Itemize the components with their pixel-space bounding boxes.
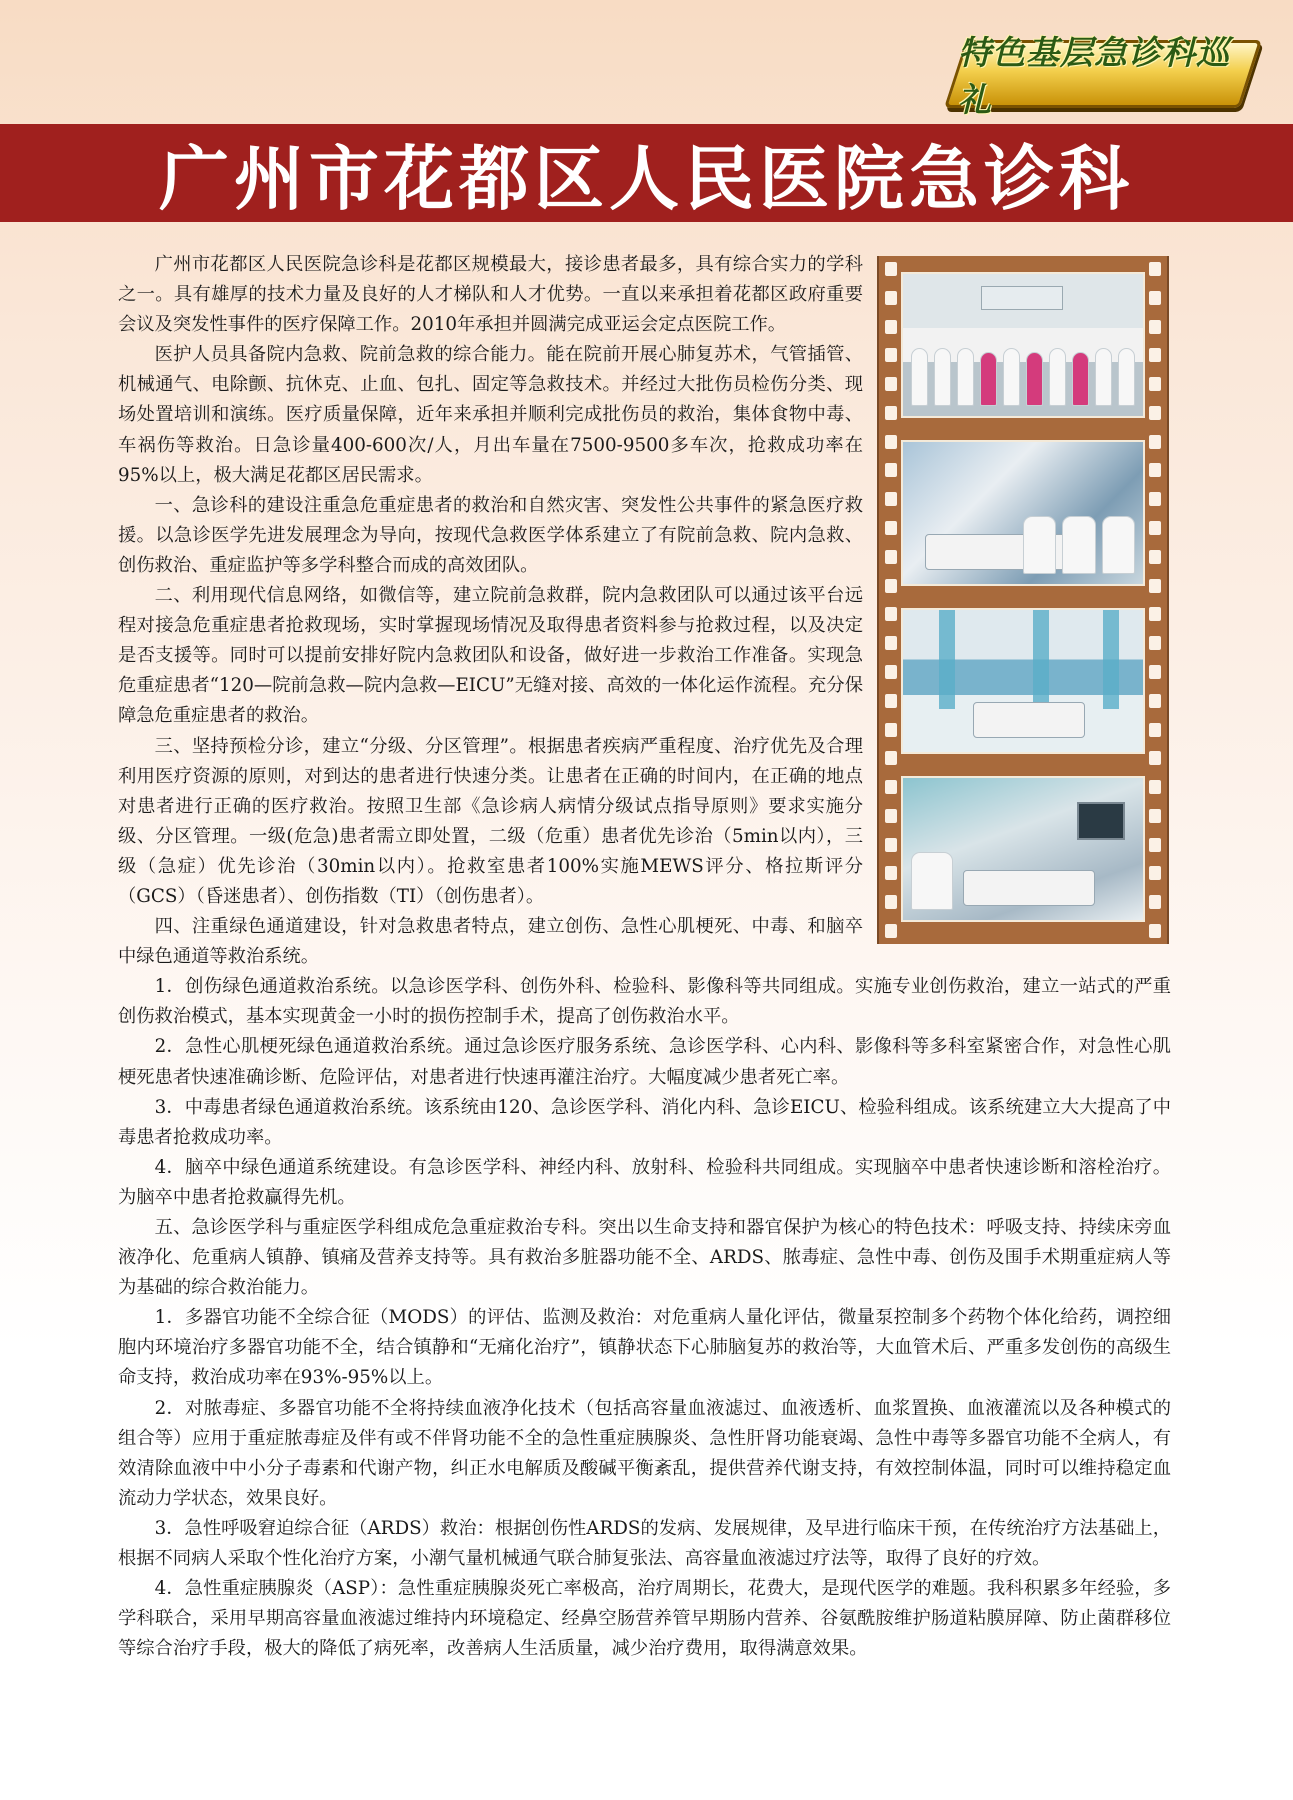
paragraph: 一、急诊科的建设注重急危重症患者的救治和自然灾害、突发性公共事件的紧急医疗救援。以急诊医学先进发展理念为导向，按现代急救医学体系建立了有院前急救、院内急救、创伤救治、重症监护等多学科整合而成的高效团队。 [118,494,863,576]
paragraph: 2．对脓毒症、多器官功能不全将持续血液净化技术（包括高容量血液滤过、血液透析、血浆置换、血液灌流以及各种模式的组合等）应用于重症脓毒症及伴有或不伴肾功能不全的急性重症胰腺炎、急性肝肾功能衰竭、急性中毒等多器官功能不全病人，有效清除血液中中小分子毒素和代谢产物，纠正水电解质及酸碱平衡紊乱，提供营养代谢支持，有效控制体温，同时可以维持稳定血流动力学状态，效果良好。 [118,1397,1171,1509]
paragraph: 三、坚持预检分诊，建立“分级、分区管理”。根据患者疾病严重程度、治疗优先及合理利用医疗资源的原则，对到达的患者进行快速分类。让患者在正确的时间内，在正确的地点对患者进行正确的医疗救治。按照卫生部《急诊病人病情分级试点指导原则》要求实施分级、分区管理。一级(危急)患者需立即处置，二级（危重）患者优先诊治（5min以内），三级（急症）优先诊治（30min以内）。抢救室患者100%实施MEWS评分、格拉斯评分（GCS）（昏迷患者）、创伤指数（TI）（创伤患者）。 [118,735,863,907]
column-badge [944,33,1262,119]
paragraph: 广州市花都区人民医院急诊科是花都区规模最大，接诊患者最多，具有综合实力的学科之一。具有雄厚的技术力量及良好的人才梯队和人才优势。一直以来承担着花都区政府重要会议及突发性事件的医疗保障工作。2010年承担并圆满完成亚运会定点医院工作。 [118,254,863,336]
article-body [118,250,1171,1664]
paragraph: 1．多器官功能不全综合征（MODS）的评估、监测及救治：对危重病人量化评估，微量泵控制多个药物个体化给药，调控细胞内环境治疗多器官功能不全，结合镇静和“无痛化治疗”，镇静状态下心肺脑复苏的救治等，大血管术后、严重多发创伤的高级生命支持，救治成功率在93%-95%以上。 [118,1307,1171,1389]
column-badge-text: 特色基层急诊科巡礼 [958,33,1230,119]
paragraph: 2．急性心肌梗死绿色通道救治系统。通过急诊医疗服务系统、急诊医学科、心内科、影像科等多科室紧密合作，对急性心肌梗死患者快速准确诊断、危险评估，对患者进行快速再灌注治疗。大幅度减少患者死亡率。 [118,1036,1171,1088]
paragraph: 二、利用现代信息网络，如微信等，建立院前急救群，院内急救团队可以通过该平台远程对接急危重症患者抢救现场，实时掌握现场情况及取得患者资料参与抢救过程，以及决定是否支援等。同时可以提前安排好院内急救团队和设备，做好进一步救治工作准备。实现急危重症患者“120—院前急救—院内急救—EICU”无缝对接、高效的一体化运作流程。充分保障急危重症患者的救治。 [118,585,863,727]
paragraph: 医护人员具备院内急救、院前急救的综合能力。能在院前开展心肺复苏术，气管插管、机械通气、电除颤、抗休克、止血、包扎、固定等急救技术。并经过大批伤员检伤分类、现场处置培训和演练。医疗质量保障，近年来承担并顺利完成批伤员的救治，集体食物中毒、车祸伤等救治。日急诊量400-600次/人，月出车量在7500-9500多车次，抢救成功率在95%以上，极大满足花都区居民需求。 [118,344,863,486]
paragraph: 1．创伤绿色通道救治系统。以急诊医学科、创伤外科、检验科、影像科等共同组成。实施专业创伤救治，建立一站式的严重创伤救治模式，基本实现黄金一小时的损伤控制手术，提高了创伤救治水平。 [118,976,1171,1028]
paragraph: 四、注重绿色通道建设，针对急救患者特点，建立创伤、急性心肌梗死、中毒、和脑卒中绿色通道等救治系统。 [118,916,863,968]
paragraph: 3．急性呼吸窘迫综合征（ARDS）救治：根据创伤性ARDS的发病、发展规律，及早进行临床干预，在传统治疗方法基础上，根据不同病人采取个性化治疗方案，小潮气量机械通气联合肺复张法、高容量血液滤过疗法等，取得了良好的疗效。 [118,1517,1171,1570]
title-bar [0,124,1293,222]
page-title: 广州市花都区人民医院急诊科 [159,137,1134,220]
paragraph: 五、急诊医学科与重症医学科组成危急重症救治专科。突出以生命支持和器官保护为核心的特色技术：呼吸支持、持续床旁血液净化、危重病人镇静、镇痛及营养支持等。具有救治多脏器功能不全、ARDS、脓毒症、急性中毒、创伤及围手术期重症病人等为基础的综合救治能力。 [118,1217,1171,1299]
paragraph: 4．急性重症胰腺炎（ASP）：急性重症胰腺炎死亡率极高，治疗周期长，花费大，是现代医学的难题。我科积累多年经验，多学科联合，采用早期高容量血液滤过维持内环境稳定、经鼻空肠营养管早期肠内营养、谷氨酰胺维护肠道粘膜屏障、防止菌群移位等综合治疗手段，极大的降低了病死率，改善病人生活质量，减少治疗费用，取得满意效果。 [118,1578,1171,1660]
paragraph: 4．脑卒中绿色通道系统建设。有急诊医学科、神经内科、放射科、检验科共同组成。实现脑卒中患者快速诊断和溶栓治疗。为脑卒中患者抢救赢得先机。 [118,1156,1171,1208]
paragraph: 3．中毒患者绿色通道救治系统。该系统由120、急诊医学科、消化内科、急诊EICU、检验科组成。该系统建立大大提高了中毒患者抢救成功率。 [118,1096,1171,1148]
